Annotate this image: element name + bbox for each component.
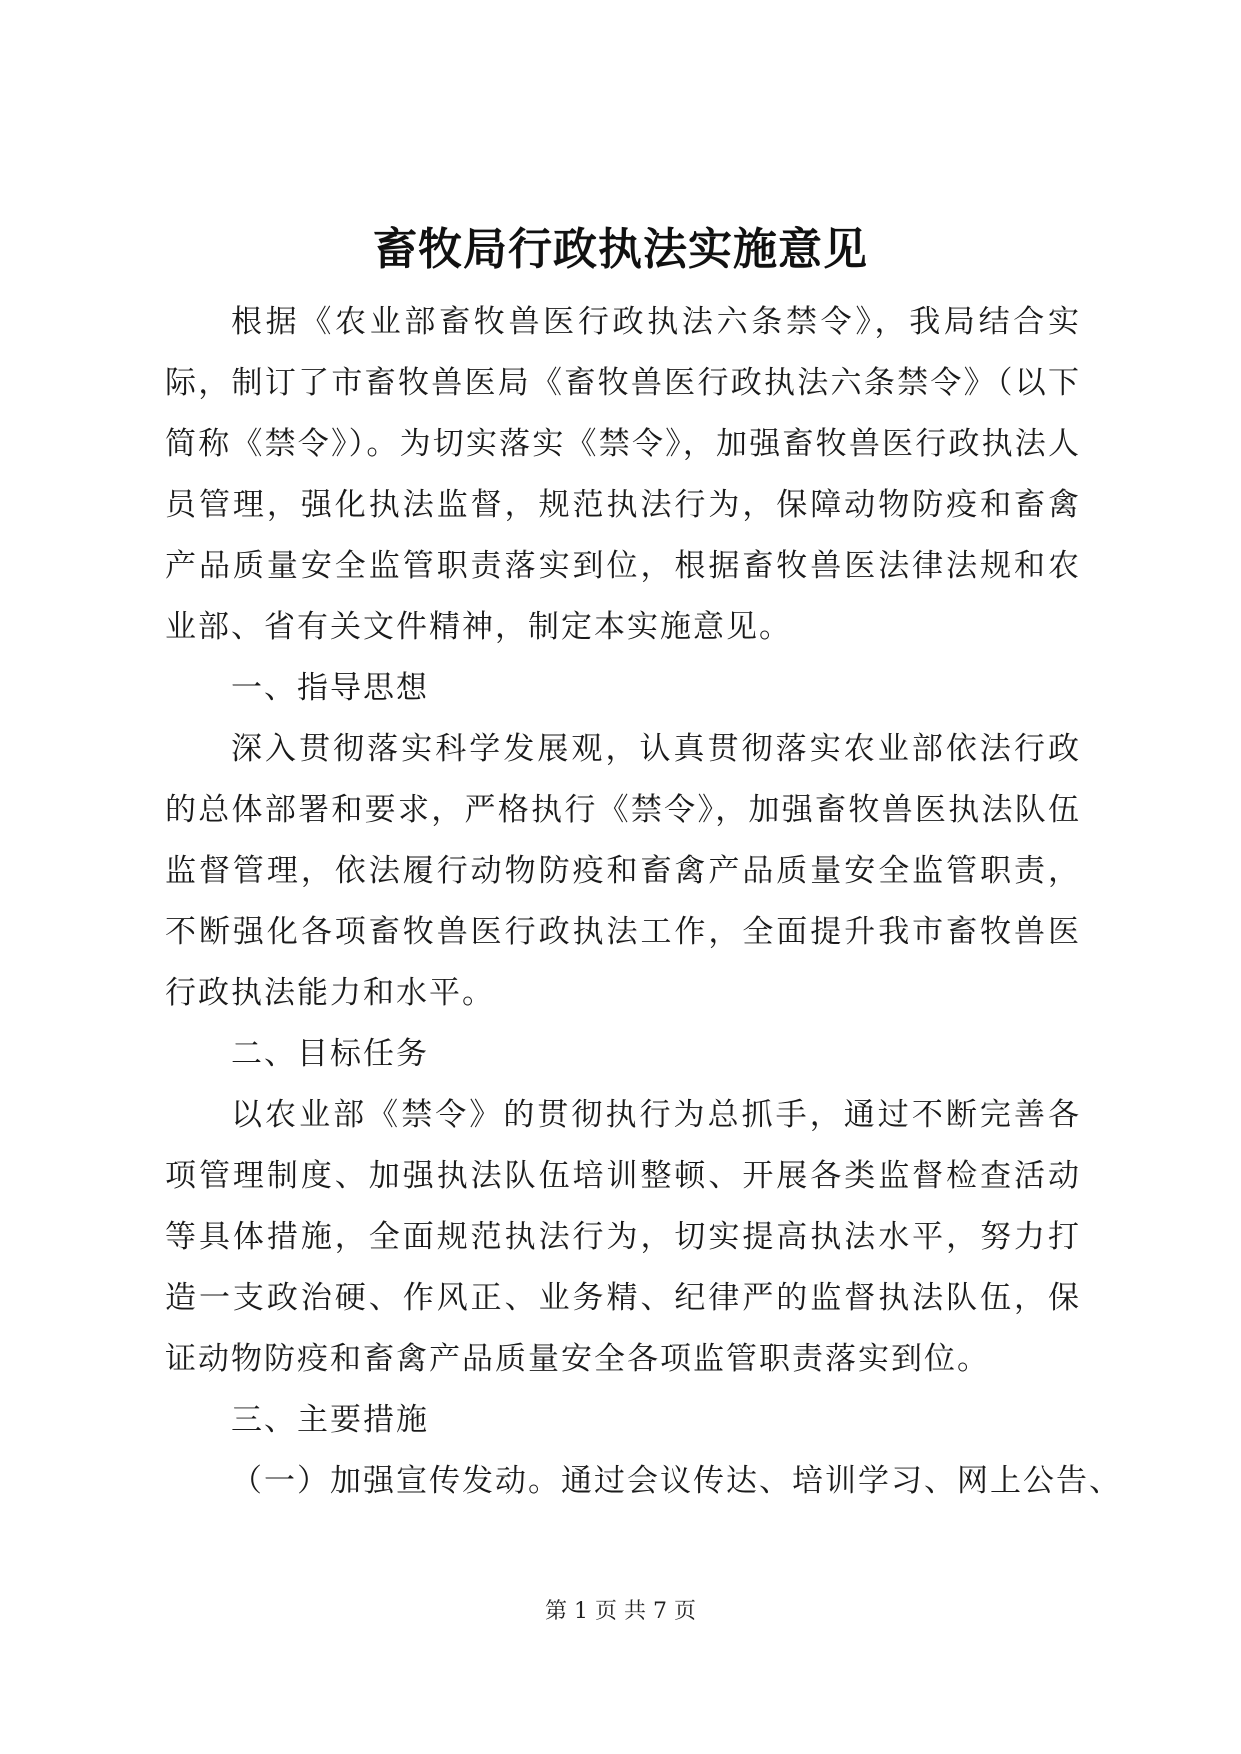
intro-paragraph: 根据《农业部畜牧兽医行政执法六条禁令》，我局结合实际，制订了市畜牧兽医局《畜牧兽医行政执法六条禁令》（以下简称《禁令》）。为切实落实《禁令》，加强畜牧兽医行政执法人员管理，强化执法监督，规范执法行为，保障动物防疫和畜禽产品质量安全监管职责落实到位，根据畜牧兽医法律法规和农业部、省有关文件精神，制定本实施意见。: [165, 304, 1081, 645]
goals-tasks-paragraph: 以农业部《禁令》的贯彻执行为总抓手，通过不断完善各项管理制度、加强执法队伍培训整顿、开展各类监督检查活动等具体措施，全面规范执法行为，切实提高执法水平，努力打造一支政治硬、作风正、业务精、纪律严的监督执法队伍，保证动物防疫和畜禽产品质量安全各项监管职责落实到位。: [165, 1097, 1081, 1377]
guiding-ideology-paragraph: 深入贯彻落实科学发展观，认真贯彻落实农业部依法行政的总体部署和要求，严格执行《禁令》，加强畜牧兽医执法队伍监督管理，依法履行动物防疫和畜禽产品质量安全监管职责，不断强化各项畜牧兽医行政执法工作，全面提升我市畜牧兽医行政执法能力和水平。: [165, 731, 1081, 1011]
section-heading-guiding-ideology: 一、指导思想: [231, 670, 429, 706]
section-heading-goals-tasks: 二、目标任务: [231, 1036, 429, 1072]
document-title: 畜牧局行政执法实施意见: [373, 224, 868, 275]
section-heading-main-measures: 三、主要措施: [231, 1402, 429, 1438]
measure-item-1: （一）加强宣传发动。通过会议传达、培训学习、网上公告、: [231, 1463, 1122, 1499]
document-body: [165, 292, 1122, 1512]
page-footer: 第 1 页 共 7 页: [545, 1599, 696, 1624]
